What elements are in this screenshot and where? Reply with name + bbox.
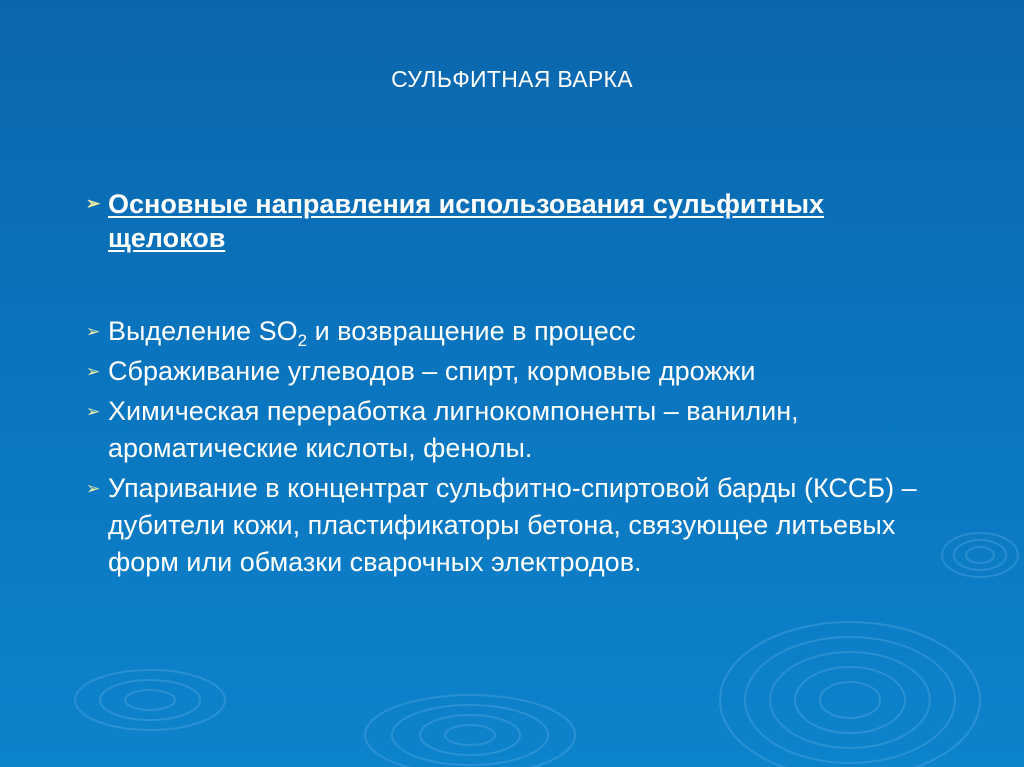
bullet-list xyxy=(86,187,946,584)
item-text-part: и возвращение в процесс xyxy=(307,316,636,346)
list-item xyxy=(86,470,946,581)
list-heading xyxy=(86,187,946,255)
item-text xyxy=(108,316,636,350)
list-item xyxy=(86,353,946,390)
item-text: Упаривание в концентрат сульфитно-спиртовой барды (КССБ) – дубители кожи, пластификаторы бетона, связующее литьевых форм или обмазки сварочных электродов. xyxy=(108,473,917,577)
arrow-bullet-icon: ➢ xyxy=(86,194,101,213)
arrow-bullet-icon: ➢ xyxy=(86,479,101,498)
slide-title: СУЛЬФИТНАЯ ВАРКА xyxy=(391,66,633,92)
arrow-bullet-icon: ➢ xyxy=(86,322,101,341)
item-text-part: Выделение SO xyxy=(108,316,298,346)
list-item xyxy=(86,393,946,467)
arrow-bullet-icon: ➢ xyxy=(86,402,101,421)
heading-text: Основные направления использования сульфитных щелоков xyxy=(108,189,825,253)
subscript: 2 xyxy=(297,331,308,350)
arrow-bullet-icon: ➢ xyxy=(86,362,101,381)
list-item xyxy=(86,313,946,350)
item-text: Химическая переработка лигнокомпоненты – ванилин, ароматические кислоты, фенолы. xyxy=(108,396,799,463)
item-text: Сбраживание углеводов – спирт, кормовые дрожжи xyxy=(108,356,756,386)
